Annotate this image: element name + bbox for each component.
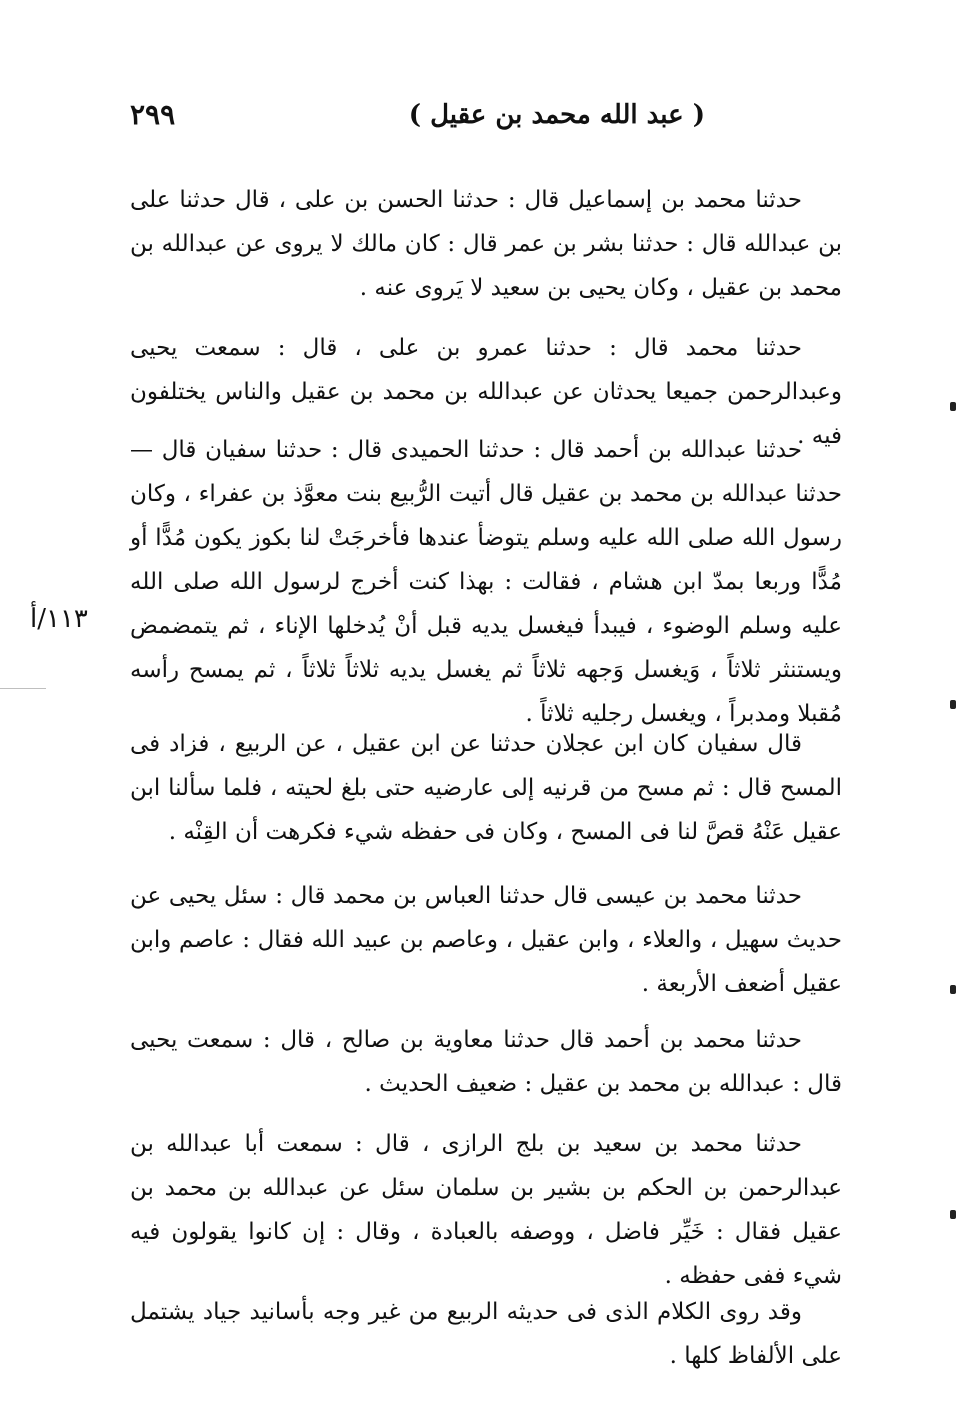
edge-mark	[950, 402, 956, 411]
paragraph: وقد روى الكلام الذى فى حديثه الربيع من غير وجه بأسانيد جياد يشتمل على الألفاظ كلها .	[130, 1299, 842, 1369]
paragraph: حدثنا عبدالله بن أحمد قال : حدثنا الحميدى قال : حدثنا سفيان قال — حدثنا عبدالله بن محمد بن عقيل قال أتيت الرُّبيع بنت معوَّذ بن عفراء ، وكان رسول الله صلى الله عليه وسلم يتوضأ عندها فأخرجَتْ لنا بكوز يكون مُدًّا أو مُدًّا وربعا بمدّ ابن هشام ، فقالت : بهذا كنت أخرج لرسول الله صلى الله عليه وسلم الوضوء ، فيبدأ فيغسل يديه قبل أنْ يُدخلها الإناء ، ثم يتمضمض ويستنثر ثلاثاً ، وَيغسل وَجهه ثلاثاً ثم يغسل يديه ثلاثاً ثلاثاً ، ثم يمسح رأسه مُقبلا ومدبراً ، ويغسل رجليه ثلاثاً .	[130, 437, 842, 727]
paragraph: قال سفيان كان ابن عجلان حدثنا عن ابن عقيل ، عن الربيع ، فزاد فى المسح قال : ثم مسح من قرنيه إلى عارضيه حتى بلغ لحيته ، فلما سألنا ابن عقيل عَنْهُ قصَّ لنا فى المسح ، وكان فى حفظه شيء فكرهت أن القِنْه .	[130, 731, 842, 845]
page-number: ٢٩٩	[130, 98, 176, 131]
margin-rule	[0, 688, 46, 689]
edge-mark	[950, 700, 956, 709]
paragraph: حدثنا محمد بن سعيد بن بلج الرازى ، قال : سمعت أبا عبدالله بن عبدالرحمن بن الحكم بن بشير بن سلمان سئل عن عبدالله بن محمد بن عقيل فقال : خَيِّر فاضل ، ووصفه بالعبادة ، وقال : إن كانوا يقولون فيه شيء ففى حفظه .	[130, 1131, 842, 1289]
paragraph: حدثنا محمد بن أحمد قال حدثنا معاوية بن صالح ، قال : سمعت يحيى قال : عبدالله بن محمد بن عقيل : ضعيف الحديث .	[130, 1027, 842, 1097]
margin-folio-note: ١١٣/أ	[30, 604, 88, 634]
page-header	[130, 96, 840, 140]
paragraph: حدثنا محمد بن عيسى قال حدثنا العباس بن محمد قال : سئل يحيى عن حديث سهيل ، والعلاء ، وابن عقيل ، وعاصم بن عبيد الله فقال : عاصم وابن عقيل أضعف الأربعة .	[130, 883, 842, 997]
page-body	[130, 178, 842, 1378]
running-title: ( عبد الله محمد بن عقيل )	[408, 100, 705, 130]
edge-mark	[950, 1210, 956, 1219]
edge-mark	[950, 985, 956, 994]
paragraph: حدثنا محمد قال : حدثنا عمرو بن على ، قال : سمعت يحيى وعبدالرحمن جميعا يحدثان عن عبدالله بن محمد بن عقيل والناس يختلفون فيه .	[130, 335, 842, 449]
paragraph: حدثنا محمد بن إسماعيل قال : حدثنا الحسن بن على ، قال حدثنا على بن عبدالله قال : حدثنا بشر بن عمر قال : كان مالك لا يروى عن عبدالله بن محمد بن عقيل ، وكان يحيى بن سعيد لا يَروى عنه .	[130, 187, 842, 301]
